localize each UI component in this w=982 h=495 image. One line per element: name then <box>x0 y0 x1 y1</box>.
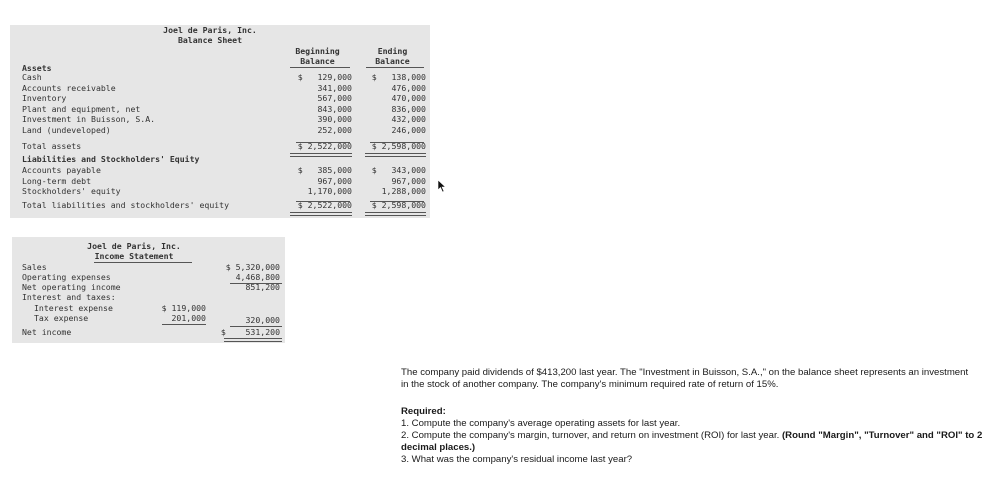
interest-value: $ 119,000 <box>161 303 206 313</box>
required-item-2 <box>401 430 982 441</box>
asset-row-begin: 341,000 <box>317 82 352 93</box>
bs-col-end-1: Ending <box>377 46 408 56</box>
liab-row-label: Stockholders' equity <box>22 186 121 196</box>
asset-row-begin: 390,000 <box>317 114 352 124</box>
is-title: Income Statement <box>94 251 174 261</box>
mouse-cursor-icon <box>437 179 447 193</box>
required-item-2-note: (Round "Margin", "Turnover" and "ROI" to 2 <box>781 430 982 441</box>
opex-value: 4,468,800 <box>235 272 280 282</box>
description-line-1: The company paid dividends of $413,200 last year. The "Investment in Buisson, S.A.," on the balance sheet represents an investment <box>401 367 969 378</box>
tax-label: Tax expense <box>34 313 89 323</box>
bs-col-begin-1: Beginning <box>295 46 340 56</box>
sales-label: Sales <box>22 262 47 272</box>
required-heading: Required: <box>401 406 446 417</box>
total-assets-end: $ 2,598,000 <box>371 141 426 151</box>
net-income-label: Net income <box>22 327 72 337</box>
asset-row-label: Investment in Buisson, S.A. <box>22 114 156 124</box>
description-line-2: in the stock of another company. The company's minimum required rate of return of 15%. <box>401 379 779 390</box>
asset-row-label: Plant and equipment, net <box>22 103 141 114</box>
bs-col-end-2: Balance <box>375 56 410 66</box>
asset-row-end: 432,000 <box>391 114 426 124</box>
asset-row-begin: $ 129,000 <box>297 72 352 82</box>
required-item-2-note-cont: decimal places.) <box>401 442 476 453</box>
liab-row-end: 967,000 <box>391 175 426 186</box>
bs-company: Joel de Paris, Inc. <box>163 25 257 35</box>
asset-row-end: 836,000 <box>391 103 426 114</box>
interest-label: Interest expense <box>34 303 113 313</box>
asset-row-label: Inventory <box>22 93 67 103</box>
noi-label: Net operating income <box>22 282 121 292</box>
bs-title: Balance Sheet <box>177 35 243 45</box>
sales-value: $ 5,320,000 <box>225 262 280 272</box>
asset-row-begin: 252,000 <box>317 124 352 135</box>
total-assets-label: Total assets <box>22 141 82 151</box>
income-statement <box>12 237 285 343</box>
asset-row-begin: 567,000 <box>317 93 352 103</box>
total-liab-label: Total liabilities and stockholders' equity <box>22 200 230 210</box>
liab-row-label: Accounts payable <box>22 165 101 175</box>
liab-row-begin: $ 385,000 <box>297 165 352 175</box>
int-tax-label: Interest and taxes: <box>22 292 116 302</box>
asset-row-label: Cash <box>22 72 42 82</box>
liab-row-label: Long-term debt <box>22 175 92 186</box>
bs-col-begin-2: Balance <box>300 56 335 66</box>
asset-row-begin: 843,000 <box>317 103 352 114</box>
liab-heading: Liabilities and Stockholders' Equity <box>22 154 200 164</box>
is-company: Joel de Paris, Inc. <box>87 241 181 251</box>
net-income-value: $ 531,200 <box>220 327 280 337</box>
asset-row-label: Land (undeveloped) <box>22 124 111 135</box>
noi-value: 851,200 <box>245 282 280 292</box>
liab-row-end: $ 343,000 <box>371 165 426 175</box>
required-item-3: 3. What was the company's residual income last year? <box>401 454 633 465</box>
total-liab-end: $ 2,598,000 <box>371 200 426 210</box>
asset-row-end: 470,000 <box>391 93 426 103</box>
asset-row-label: Accounts receivable <box>22 82 116 93</box>
liab-row-begin: 1,170,000 <box>307 186 352 196</box>
opex-label: Operating expenses <box>22 272 111 282</box>
liab-row-begin: 967,000 <box>317 175 352 186</box>
required-item-1: 1. Compute the company's average operating assets for last year. <box>401 418 681 429</box>
liab-row-end: 1,288,000 <box>381 186 426 196</box>
asset-row-end: 476,000 <box>391 82 426 93</box>
total-liab-begin: $ 2,522,000 <box>297 200 352 210</box>
asset-row-end: 246,000 <box>391 124 426 135</box>
balance-sheet <box>10 25 430 218</box>
total-assets-begin: $ 2,522,000 <box>297 141 352 151</box>
assets-heading: Assets <box>22 63 52 73</box>
required-item-2-text: 2. Compute the company's margin, turnover, and return on investment (ROI) for last year. <box>401 430 780 441</box>
tax-value: 201,000 <box>171 313 206 323</box>
int-tax-total: 320,000 <box>245 315 280 325</box>
asset-row-end: $ 138,000 <box>371 72 426 82</box>
